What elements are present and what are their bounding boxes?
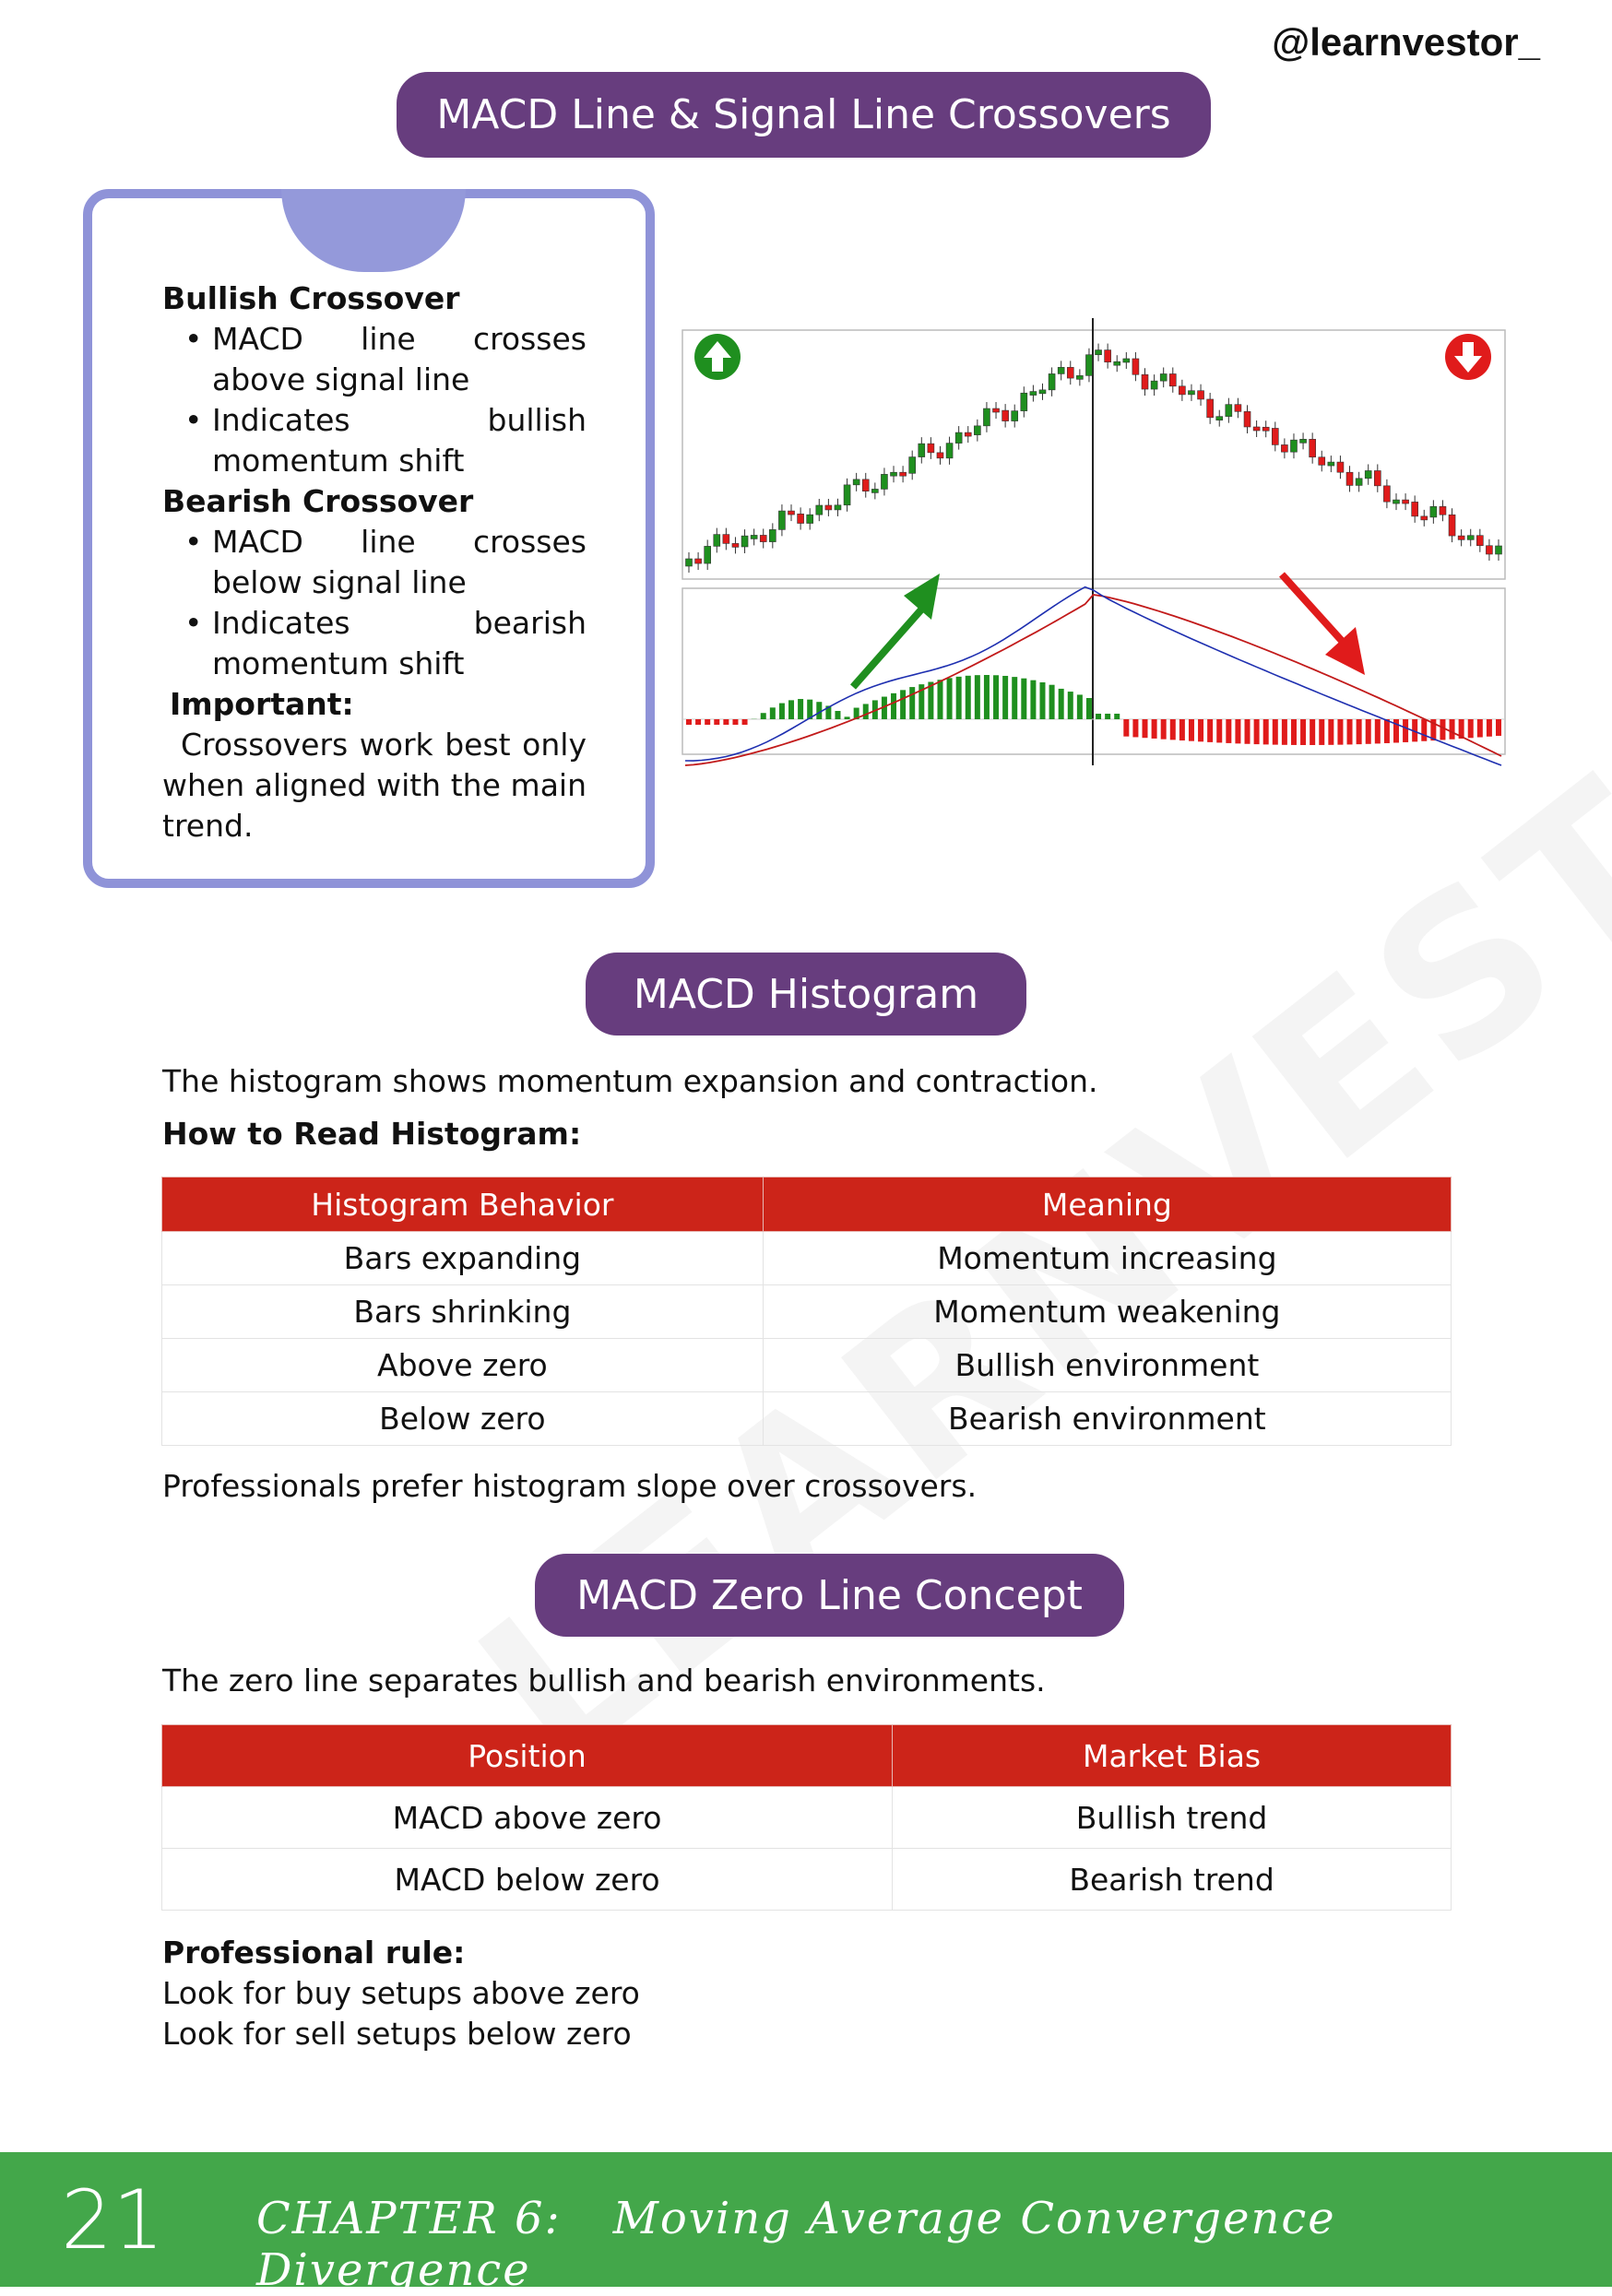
histogram-bar <box>779 704 785 719</box>
histogram-bar <box>742 719 748 725</box>
table-cell: Bars shrinking <box>162 1285 764 1339</box>
histogram-bar <box>1337 719 1343 745</box>
histogram-bar <box>1077 694 1083 719</box>
histogram-bar <box>761 713 766 719</box>
histogram-bar <box>1170 719 1176 740</box>
candle-body <box>1403 500 1409 503</box>
histogram-bar <box>984 675 990 719</box>
table-cell: Bars expanding <box>162 1232 764 1285</box>
histogram-bar <box>1496 719 1501 736</box>
candle-body <box>1235 405 1241 412</box>
candle-body <box>1262 427 1269 431</box>
histogram-bar <box>1132 719 1138 737</box>
candle-body <box>714 535 720 547</box>
candle-body <box>769 529 776 541</box>
author-handle: @learnvestor_ <box>1272 20 1540 65</box>
candle-body <box>1216 417 1223 420</box>
candle-body <box>881 474 887 489</box>
histogram-bar <box>1198 719 1203 741</box>
chapter-title <box>256 2193 1612 2296</box>
table-row <box>162 1285 1452 1339</box>
candle-body <box>1337 462 1344 472</box>
table-header: Histogram Behavior <box>162 1178 764 1232</box>
candle-body <box>1319 457 1325 466</box>
bearish-crossover-arrow-shaft <box>1282 574 1342 641</box>
section-title-zero-line: MACD Zero Line Concept <box>535 1554 1124 1637</box>
histogram-bar <box>1254 719 1260 744</box>
histogram-bar <box>1226 719 1231 743</box>
candle-body <box>1328 462 1334 466</box>
histogram-table <box>161 1177 1452 1446</box>
table-cell: Bullish trend <box>893 1787 1452 1849</box>
candle-body <box>751 535 757 538</box>
candle-body <box>1085 355 1092 376</box>
table-row <box>162 1849 1452 1911</box>
histogram-bar <box>845 716 850 719</box>
candle-body <box>1449 515 1455 536</box>
candle-body <box>1272 428 1278 444</box>
histogram-bar <box>1068 692 1073 719</box>
histogram-bar <box>835 711 840 719</box>
candle-body <box>1105 350 1111 362</box>
how-to-read-heading: How to Read Histogram: <box>162 1116 581 1152</box>
table-cell: Bearish environment <box>763 1392 1451 1446</box>
table-cell: MACD below zero <box>162 1849 893 1911</box>
histogram-bar <box>1347 719 1353 744</box>
candle-body <box>695 559 702 563</box>
table-row <box>162 1787 1452 1849</box>
histogram-bar <box>891 693 896 719</box>
candle-body <box>1374 470 1381 485</box>
histogram-bar <box>732 719 738 725</box>
bearish-list <box>162 522 587 684</box>
chapter-label: CHAPTER 6: <box>256 2193 562 2244</box>
candle-body <box>1114 361 1120 365</box>
candle-body <box>1160 373 1167 381</box>
histogram-bar <box>1375 719 1381 743</box>
candle-body <box>1076 375 1083 379</box>
candle-body <box>1067 367 1073 378</box>
candle-body <box>798 514 804 523</box>
histogram-bar <box>1161 719 1167 740</box>
professional-rule-heading: Professional rule: <box>162 1935 465 1971</box>
histogram-bar <box>1049 685 1055 719</box>
histogram-bar <box>1030 681 1036 719</box>
candle-body <box>1021 393 1027 410</box>
histogram-bar <box>909 687 915 719</box>
candle-body <box>1132 359 1139 374</box>
candle-body <box>1096 350 1102 355</box>
candle-body <box>1123 359 1130 362</box>
histogram-bar <box>1421 719 1427 741</box>
zero-line-table <box>161 1724 1452 1911</box>
candle-body <box>1039 390 1046 394</box>
candle-body <box>1012 411 1018 421</box>
table-cell: Below zero <box>162 1392 764 1446</box>
candle-body <box>1440 506 1446 515</box>
histogram-bar <box>705 719 710 725</box>
histogram-bar <box>1002 676 1008 719</box>
table-cell: Momentum increasing <box>763 1232 1451 1285</box>
bullish-bullet-2-rest: momentum shift <box>212 441 587 481</box>
important-heading: Important: <box>162 684 587 725</box>
candle-body <box>741 536 748 547</box>
histogram-bar <box>900 690 906 719</box>
candle-body <box>1142 374 1148 389</box>
page-number: 21 <box>61 2172 164 2267</box>
candle-body <box>816 505 823 515</box>
candle-body <box>844 485 850 505</box>
histogram-bar <box>1328 719 1333 745</box>
important-body: Crossovers work best only when aligned with the main trend. <box>162 725 587 846</box>
histogram-bar <box>1152 719 1157 739</box>
table-cell: MACD above zero <box>162 1787 893 1849</box>
table-header: Meaning <box>763 1178 1451 1232</box>
candle-body <box>1169 373 1176 385</box>
candle-body <box>1049 373 1055 389</box>
histogram-bar <box>1357 719 1362 744</box>
histogram-bar <box>1282 719 1287 745</box>
section-title-histogram: MACD Histogram <box>586 953 1026 1036</box>
candle-body <box>1058 367 1064 373</box>
histogram-bar <box>723 719 729 725</box>
candle-body <box>1253 427 1260 431</box>
histogram-bar <box>1468 719 1474 738</box>
histogram-bar <box>1216 719 1222 742</box>
candle-body <box>1365 470 1371 478</box>
table-row <box>162 1339 1452 1392</box>
histogram-bar <box>1487 719 1492 737</box>
histogram-bar <box>956 677 962 719</box>
candle-body <box>1346 472 1353 485</box>
histogram-bar <box>1012 677 1017 719</box>
histogram-bar <box>1403 719 1408 742</box>
histogram-bar <box>1179 719 1185 740</box>
candle-body <box>862 479 869 491</box>
bullish-word-2: bullish <box>488 400 587 441</box>
candle-body <box>993 408 1000 412</box>
bearish-bullet-2-rest: momentum shift <box>212 644 587 684</box>
histogram-bar <box>1477 719 1483 738</box>
chapter-name: Moving Average Convergence Divergence <box>256 2193 1336 2296</box>
macd-crossover-chart <box>678 314 1510 775</box>
candle-body <box>937 453 943 458</box>
crossover-info-text <box>162 278 587 846</box>
histogram-bar <box>1114 714 1120 719</box>
section-title-crossovers: MACD Line & Signal Line Crossovers <box>397 72 1211 158</box>
table-cell: Bearish trend <box>893 1849 1452 1911</box>
candle-body <box>919 444 925 456</box>
candle-body <box>974 426 980 435</box>
table-cell: Momentum weakening <box>763 1285 1451 1339</box>
table-header: Market Bias <box>893 1725 1452 1787</box>
candle-body <box>1244 411 1250 427</box>
candle-body <box>928 444 934 453</box>
histogram-bar <box>863 704 869 719</box>
candle-body <box>1198 391 1204 399</box>
footer-bar <box>0 2152 1612 2287</box>
professional-rule-2: Look for sell setups below zero <box>162 2016 632 2052</box>
histogram-bar <box>1440 719 1445 740</box>
histogram-bar <box>1273 719 1278 745</box>
histogram-note: Professionals prefer histogram slope over crossovers. <box>162 1468 977 1504</box>
macd-crossover-illustration <box>678 314 1510 775</box>
histogram-bar <box>1245 719 1250 744</box>
candle-body <box>1179 386 1185 395</box>
bullish-heading: Bullish Crossover <box>162 278 587 319</box>
candle-body <box>946 444 953 458</box>
histogram-bar <box>816 702 822 719</box>
histogram-bar <box>1384 719 1390 743</box>
candle-body <box>778 511 785 529</box>
bullish-bullet-1: • MACD line crosses above signal line <box>212 319 587 400</box>
candle-body <box>1002 410 1009 420</box>
histogram-bar <box>1189 719 1194 741</box>
histogram-bar <box>1319 719 1324 745</box>
candle-body <box>1393 500 1399 503</box>
candle-body <box>732 543 739 547</box>
histogram-bar <box>788 700 794 719</box>
table-header: Position <box>162 1725 893 1787</box>
candle-body <box>1300 439 1307 443</box>
candle-body <box>1383 486 1390 502</box>
histogram-bar <box>798 699 803 719</box>
histogram-bar <box>1291 719 1297 745</box>
candle-body <box>1496 546 1502 554</box>
candle-body <box>871 489 878 492</box>
bearish-word-2: bearish <box>474 603 587 644</box>
bullish-bullet-2 <box>212 400 587 481</box>
candle-body <box>1188 391 1194 395</box>
candle-body <box>825 505 832 510</box>
candle-body <box>686 559 693 566</box>
candle-body <box>1290 440 1297 452</box>
histogram-bar <box>1105 714 1110 719</box>
bearish-heading: Bearish Crossover <box>162 481 587 522</box>
candle-body <box>900 472 907 476</box>
bearish-bullet-1: • MACD line crosses below signal line <box>212 522 587 603</box>
bearish-bullet-2 <box>212 603 587 684</box>
histogram-bar <box>1300 719 1306 745</box>
table-cell: Above zero <box>162 1339 764 1392</box>
table-cell: Bullish environment <box>763 1339 1451 1392</box>
histogram-bar <box>947 678 953 719</box>
histogram-bar <box>1310 719 1315 745</box>
histogram-bar <box>770 707 776 719</box>
candle-body <box>1030 392 1037 396</box>
histogram-bar <box>966 676 971 719</box>
bullish-word-1: • Indicates <box>212 400 350 441</box>
candle-body <box>891 472 897 476</box>
histogram-bar <box>1235 719 1240 743</box>
candle-body <box>1226 405 1232 417</box>
histogram-bar <box>1021 679 1026 719</box>
candle-body <box>853 479 859 485</box>
candle-body <box>1486 546 1492 554</box>
histogram-bar <box>686 719 692 725</box>
histogram-bar <box>1096 714 1101 719</box>
candle-body <box>1421 516 1428 520</box>
candle-body <box>1467 536 1474 540</box>
candle-body <box>807 515 813 523</box>
candle-body <box>955 432 962 444</box>
table-row <box>162 1392 1452 1446</box>
bullish-list <box>162 319 587 481</box>
candle-body <box>983 408 990 426</box>
histogram-bar <box>1086 698 1092 719</box>
candle-body <box>1412 502 1418 515</box>
candle-body <box>760 535 766 541</box>
candle-body <box>788 511 795 515</box>
histogram-bar <box>975 675 980 719</box>
histogram-bar <box>1263 719 1269 744</box>
histogram-bar <box>937 680 942 719</box>
histogram-bar <box>993 675 999 719</box>
histogram-bar <box>1039 682 1045 719</box>
candle-body <box>1458 536 1464 539</box>
candle-body <box>1430 506 1437 517</box>
histogram-bar <box>1450 719 1455 740</box>
candle-body <box>835 505 841 510</box>
candle-body <box>1281 444 1287 452</box>
candle-body <box>909 457 916 474</box>
zero-line-intro: The zero line separates bullish and bearish environments. <box>162 1663 1046 1698</box>
histogram-bar <box>1059 689 1064 719</box>
candle-body <box>705 546 711 563</box>
professional-rule-1: Look for buy setups above zero <box>162 1975 640 2011</box>
candle-body <box>1207 399 1214 418</box>
candle-body <box>1151 381 1157 389</box>
bearish-word-1: • Indicates <box>212 603 350 644</box>
histogram-bar <box>1366 719 1371 744</box>
candle-body <box>1476 536 1483 546</box>
histogram-intro: The histogram shows momentum expansion and contraction. <box>162 1063 1098 1099</box>
histogram-bar <box>714 719 719 725</box>
candle-body <box>723 535 729 544</box>
histogram-bar <box>1123 719 1129 737</box>
candle-body <box>965 432 971 436</box>
candle-body <box>1356 479 1362 486</box>
table-row <box>162 1232 1452 1285</box>
histogram-bar <box>1143 719 1148 738</box>
histogram-bar <box>695 719 701 725</box>
histogram-bar <box>1207 719 1213 742</box>
candle-body <box>1310 439 1316 456</box>
